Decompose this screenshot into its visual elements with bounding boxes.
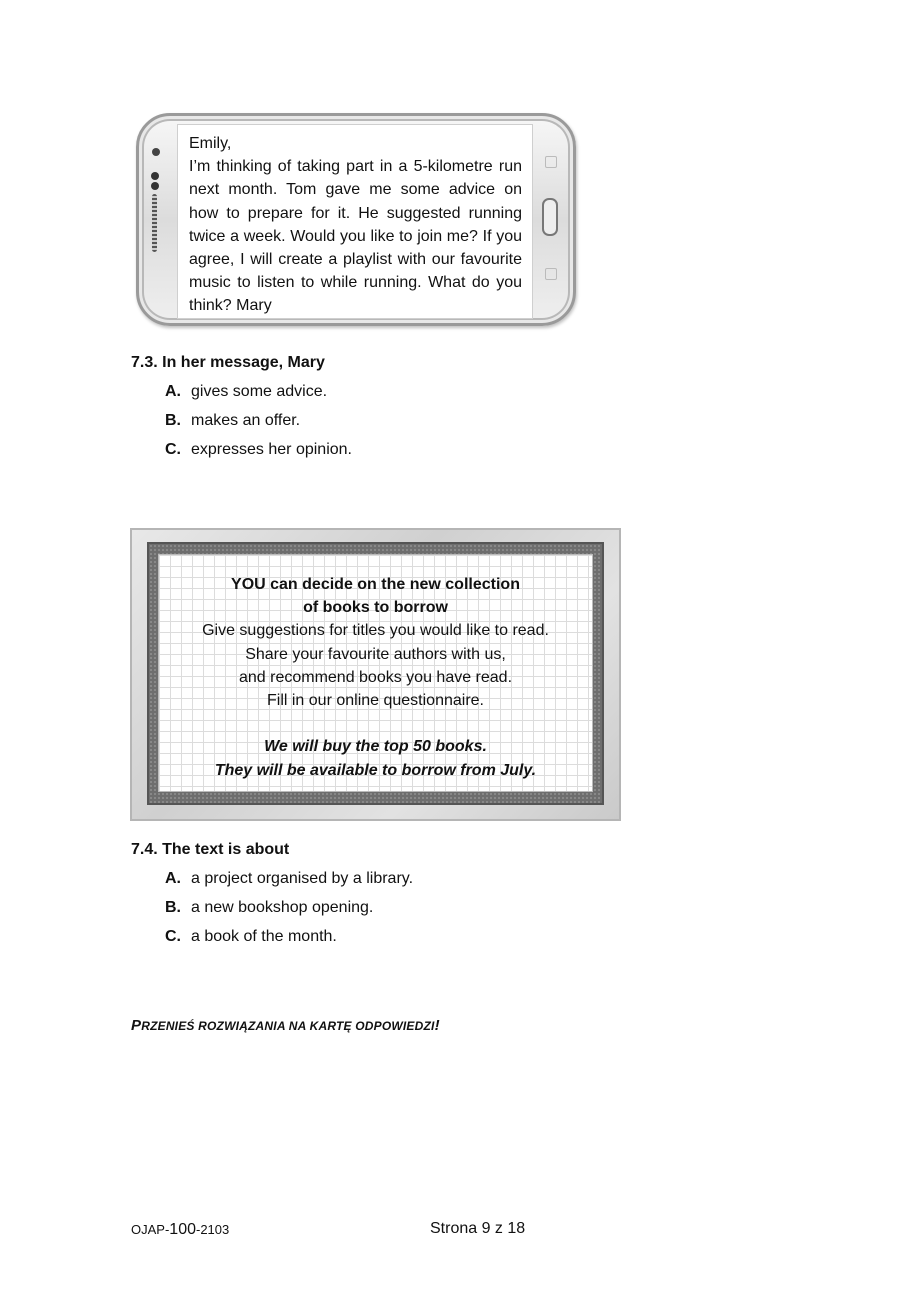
- option-letter: B.: [165, 899, 181, 916]
- exam-code: [131, 1221, 229, 1239]
- option-letter: C.: [165, 441, 181, 458]
- question-7-4-option-a: [165, 870, 413, 888]
- exam-code-suffix: -2103: [196, 1222, 230, 1237]
- phone-message-image: [136, 113, 576, 326]
- speaker-icon: [152, 194, 157, 252]
- question-7-3-option-c: [165, 441, 352, 459]
- phone-screen: [177, 124, 533, 319]
- notice-line: Give suggestions for titles you would like to read.: [202, 622, 549, 640]
- option-text: expresses her opinion.: [191, 441, 352, 458]
- option-text: gives some advice.: [191, 383, 328, 400]
- instruction-mark: !: [434, 1017, 440, 1034]
- question-7-3-option-b: [165, 412, 300, 430]
- notice-line: and recommend books you have read.: [238, 668, 513, 686]
- question-7-4-stem: 7.4. The text is about: [131, 841, 290, 858]
- instruction-initial: P: [131, 1017, 142, 1034]
- option-letter: A.: [165, 383, 181, 400]
- question-7-3-option-a: [165, 383, 327, 401]
- exam-code-number: 100: [169, 1221, 196, 1238]
- notice-headline-1: YOU can decide on the new collection: [231, 576, 520, 593]
- exam-code-prefix: OJAP-: [131, 1222, 170, 1237]
- camera-icon: [152, 148, 160, 156]
- question-7-4-option-b: [165, 899, 373, 917]
- question-7-3-stem: 7.3. In her message, Mary: [131, 354, 325, 371]
- instruction-rest: RZENIEŚ ROZWIĄZANIA NA KARTĘ ODPOWIEDZI: [141, 1019, 435, 1033]
- option-letter: C.: [165, 928, 181, 945]
- notice-text: [132, 573, 619, 782]
- notice-emphasis-1: We will buy the top 50 books.: [264, 738, 487, 756]
- sensor-icon: [151, 172, 159, 180]
- option-text: a book of the month.: [191, 928, 337, 945]
- home-button-icon: [542, 198, 558, 236]
- option-text: a project organised by a library.: [191, 870, 414, 887]
- option-letter: A.: [165, 870, 181, 887]
- back-key-icon: [545, 268, 557, 280]
- message-greeting: Emily,: [189, 135, 232, 152]
- message-body: I’m thinking of taking part in a 5-kilometre run next month. Tom gave me some advice on how to prepare for it. He suggested running twice a week. Would you like to join me? If you agree, I will create a playlist with our favourite music to listen to while running. What do you think? Mary: [189, 158, 522, 315]
- option-letter: B.: [165, 412, 181, 429]
- notice-line: Share your favourite authors with us,: [245, 645, 506, 663]
- sensor-icon: [151, 182, 159, 190]
- notice-spacer: [132, 712, 619, 735]
- notice-board: [130, 528, 621, 821]
- option-text: a new bookshop opening.: [191, 899, 374, 916]
- question-7-4-option-c: [165, 928, 337, 946]
- menu-key-icon: [545, 156, 557, 168]
- notice-emphasis-2: They will be available to borrow from July.: [214, 761, 537, 779]
- transfer-answers-instruction: [131, 1017, 440, 1034]
- notice-headline-2: of books to borrow: [303, 599, 448, 617]
- notice-line: Fill in our online questionnaire.: [266, 692, 484, 710]
- page-number: Strona 9 z 18: [430, 1220, 526, 1237]
- option-text: makes an offer.: [191, 412, 301, 429]
